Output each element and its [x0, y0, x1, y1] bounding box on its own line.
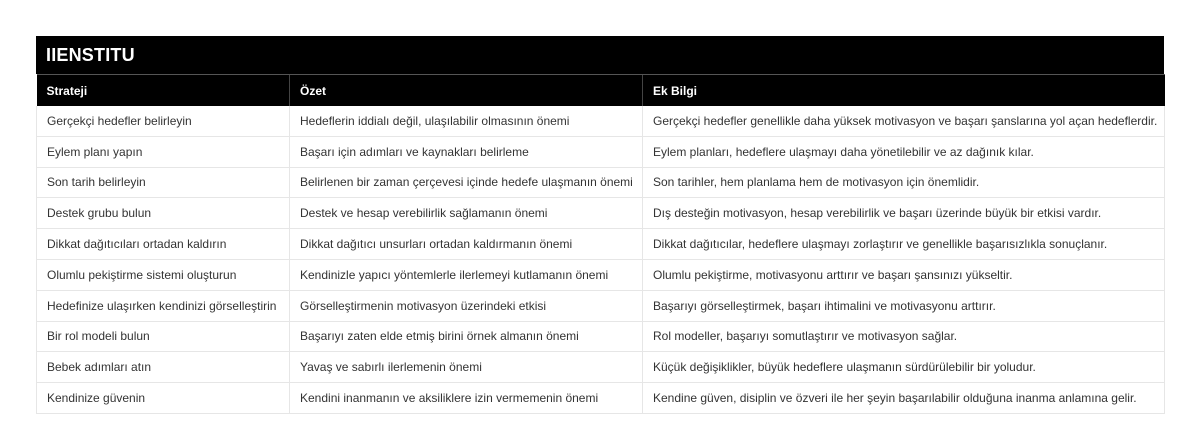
cell-extra-info: Rol modeller, başarıyı somutlaştırır ve motivasyon sağlar. — [643, 321, 1165, 352]
cell-strategy: Son tarih belirleyin — [37, 167, 290, 198]
brand-logo: IIENSTITU — [46, 44, 135, 65]
cell-strategy: Olumlu pekiştirme sistemi oluşturun — [37, 259, 290, 290]
cell-summary: Yavaş ve sabırlı ilerlemenin önemi — [290, 352, 643, 383]
table-row — [37, 136, 1165, 167]
table-row — [37, 229, 1165, 260]
table-row — [37, 198, 1165, 229]
cell-extra-info: Son tarihler, hem planlama hem de motivasyon için önemlidir. — [643, 167, 1165, 198]
table-row — [37, 106, 1165, 136]
column-header-summary: Özet — [290, 75, 643, 107]
cell-strategy: Bebek adımları atın — [37, 352, 290, 383]
column-header-strategy: Strateji — [37, 75, 290, 107]
table-row — [37, 352, 1165, 383]
cell-extra-info: Başarıyı görselleştirmek, başarı ihtimalini ve motivasyonu arttırır. — [643, 290, 1165, 321]
cell-strategy: Eylem planı yapın — [37, 136, 290, 167]
cell-extra-info: Eylem planları, hedeflere ulaşmayı daha yönetilebilir ve az dağınık kılar. — [643, 136, 1165, 167]
table-row — [37, 383, 1165, 414]
column-header-extra-info: Ek Bilgi — [643, 75, 1165, 107]
cell-summary: Başarı için adımları ve kaynakları belirleme — [290, 136, 643, 167]
table-row — [37, 167, 1165, 198]
cell-strategy: Dikkat dağıtıcıları ortadan kaldırın — [37, 229, 290, 260]
cell-strategy: Destek grubu bulun — [37, 198, 290, 229]
cell-summary: Belirlenen bir zaman çerçevesi içinde hedefe ulaşmanın önemi — [290, 167, 643, 198]
cell-extra-info: Olumlu pekiştirme, motivasyonu arttırır ve başarı şansınızı yükseltir. — [643, 259, 1165, 290]
brand-header — [36, 36, 1164, 74]
strategy-table — [36, 74, 1165, 414]
cell-summary: Görselleştirmenin motivasyon üzerindeki etkisi — [290, 290, 643, 321]
cell-strategy: Hedefinize ulaşırken kendinizi görselleştirin — [37, 290, 290, 321]
cell-extra-info: Dış desteğin motivasyon, hesap verebilirlik ve başarı üzerinde büyük bir etkisi vardır. — [643, 198, 1165, 229]
table-header-row — [37, 75, 1165, 107]
cell-summary: Destek ve hesap verebilirlik sağlamanın önemi — [290, 198, 643, 229]
cell-extra-info: Dikkat dağıtıcılar, hedeflere ulaşmayı zorlaştırır ve genellikle başarısızlıkla sonuçlanır. — [643, 229, 1165, 260]
cell-summary: Başarıyı zaten elde etmiş birini örnek almanın önemi — [290, 321, 643, 352]
cell-summary: Kendinizle yapıcı yöntemlerle ilerlemeyi kutlamanın önemi — [290, 259, 643, 290]
cell-strategy: Gerçekçi hedefler belirleyin — [37, 106, 290, 136]
cell-summary: Hedeflerin iddialı değil, ulaşılabilir olmasının önemi — [290, 106, 643, 136]
cell-extra-info: Küçük değişiklikler, büyük hedeflere ulaşmanın sürdürülebilir bir yoludur. — [643, 352, 1165, 383]
table-row — [37, 321, 1165, 352]
table-row — [37, 290, 1165, 321]
strategy-table-card — [36, 36, 1164, 414]
cell-summary: Dikkat dağıtıcı unsurları ortadan kaldırmanın önemi — [290, 229, 643, 260]
cell-extra-info: Kendine güven, disiplin ve özveri ile her şeyin başarılabilir olduğuna inanma anlamına gelir. — [643, 383, 1165, 414]
cell-strategy: Bir rol modeli bulun — [37, 321, 290, 352]
cell-strategy: Kendinize güvenin — [37, 383, 290, 414]
cell-summary: Kendini inanmanın ve aksiliklere izin vermemenin önemi — [290, 383, 643, 414]
cell-extra-info: Gerçekçi hedefler genellikle daha yüksek motivasyon ve başarı şanslarına yol açan hedeflerdir. — [643, 106, 1165, 136]
table-row — [37, 259, 1165, 290]
